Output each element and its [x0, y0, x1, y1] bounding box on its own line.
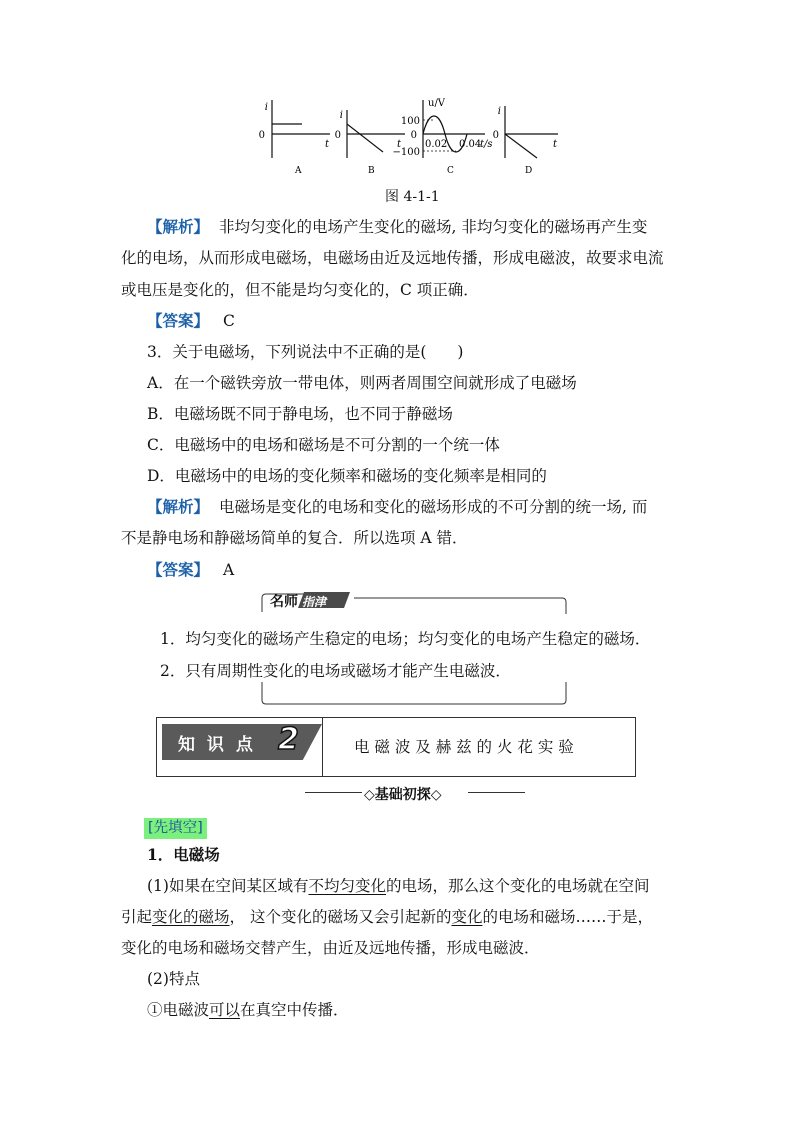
graph-a-origin: 0: [258, 130, 265, 141]
graph-b-y-label: i: [339, 110, 343, 121]
q2-analysis-line-2: 化的电场，从而形成电磁场，电磁场由近及远地传播，形成电磁波，故要求电流: [121, 249, 664, 267]
graph-c-x-tick-2: 0.04: [459, 139, 482, 150]
q2-answer: 【答案】 C: [147, 311, 235, 330]
q3-analysis-line-2: 不是静电场和静磁场简单的复合．所以选项 A 错．: [121, 529, 468, 547]
graph-b-x-label: t: [397, 139, 402, 150]
content-line-4: (2)特点: [147, 970, 200, 988]
section-divider-label: ◇基础初探◇: [364, 787, 442, 803]
teacher-tip-tag: 名师 指津: [270, 594, 327, 610]
figure-caption: 图 4-1-1: [385, 189, 440, 205]
graph-a-letter: A: [295, 166, 302, 176]
q3-option-c: C．电磁场中的电场和磁场是不可分割的一个统一体: [147, 436, 500, 454]
graph-d-y-label: i: [497, 106, 501, 117]
graph-d-x-label: t: [553, 139, 558, 150]
graph-d-origin: 0: [492, 130, 499, 141]
graph-c-x-tick-1: 0.02: [425, 139, 448, 150]
graph-a-y-label: i: [264, 102, 268, 113]
graph-d: [493, 106, 558, 176]
graph-c-y-label: u/V: [428, 98, 446, 109]
teacher-tip-item-1: 1．均匀变化的磁场产生稳定的电场；均匀变化的电场产生稳定的磁场．: [160, 630, 651, 648]
graph-c-tick-bottom: −100: [392, 147, 420, 158]
graph-c-origin: 0: [410, 130, 417, 141]
q2-analysis-line-1: 【解析】 非均匀变化的电场产生变化的磁场, 非均匀变化的磁场再产生变: [147, 217, 648, 236]
blank-answer-1: 不均匀变化: [308, 877, 386, 895]
graph-b-letter: B: [368, 166, 375, 176]
q3-answer: 【答案】 A: [147, 560, 235, 579]
content-line-5: ①电磁波可以在真空中传播．: [147, 1001, 349, 1019]
graph-c-x-label: t/s: [480, 139, 493, 150]
graph-a-x-label: t: [325, 139, 330, 150]
divider-rule-left: [305, 792, 362, 793]
graph-b-origin: 0: [334, 130, 341, 141]
graph-c-tick-top: 100: [400, 116, 420, 127]
graph-d-letter: D: [525, 166, 533, 176]
content-heading: 1．电磁场: [147, 845, 220, 864]
knowledge-point-label: 知 识 点: [178, 735, 256, 755]
content-line-1: (1)如果在空间某区域有不均匀变化的电场，那么这个变化的电场就在空间: [147, 877, 650, 895]
graph-a: [259, 100, 330, 176]
q3-option-d: D．电磁场中的电场的变化频率和磁场的变化频率是相同的: [147, 467, 547, 485]
graph-c-letter: C: [447, 166, 454, 176]
blank-answer-2: 变化的磁场: [152, 908, 230, 926]
graph-c: [393, 98, 493, 176]
q2-analysis-line-3: 或电压是变化的，但不能是均匀变化的，C 项正确．: [121, 281, 479, 299]
knowledge-point-title: 电 磁 波 及 赫 兹 的 火 花 实 验: [354, 738, 574, 756]
q3-option-a: A．在一个磁铁旁放一带电体，则两者周围空间就形成了电磁场: [147, 374, 577, 392]
divider-rule-right: [468, 792, 525, 793]
q2-analysis-label: 【解析】: [147, 217, 210, 236]
content-line-3: 变化的电场和磁场交替产生，由近及远地传播，形成电磁波．: [121, 939, 540, 957]
q3-stem: 3．关于电磁场，下列说法中不正确的是( ): [147, 343, 464, 361]
graph-b: [335, 110, 405, 176]
blank-answer-4: 可以: [209, 1001, 241, 1019]
content-line-2: 引起变化的磁场， 这个变化的磁场又会引起新的变化的电场和磁场……于是，: [121, 908, 653, 926]
knowledge-point-divider: [322, 718, 323, 776]
q3-option-b: B．电磁场既不同于静电场，也不同于静磁场: [147, 405, 453, 423]
teacher-tip-item-2: 2．只有周期性变化的电场或磁场才能产生电磁波．: [160, 662, 511, 680]
knowledge-point-number: 2: [278, 722, 299, 757]
fill-in-tag: [先填空]: [144, 818, 207, 839]
blank-answer-3: 变化: [451, 908, 483, 926]
q3-analysis-line-1: 【解析】 电磁场是变化的电场和变化的磁场形成的不可分割的统一场, 而: [147, 497, 648, 516]
